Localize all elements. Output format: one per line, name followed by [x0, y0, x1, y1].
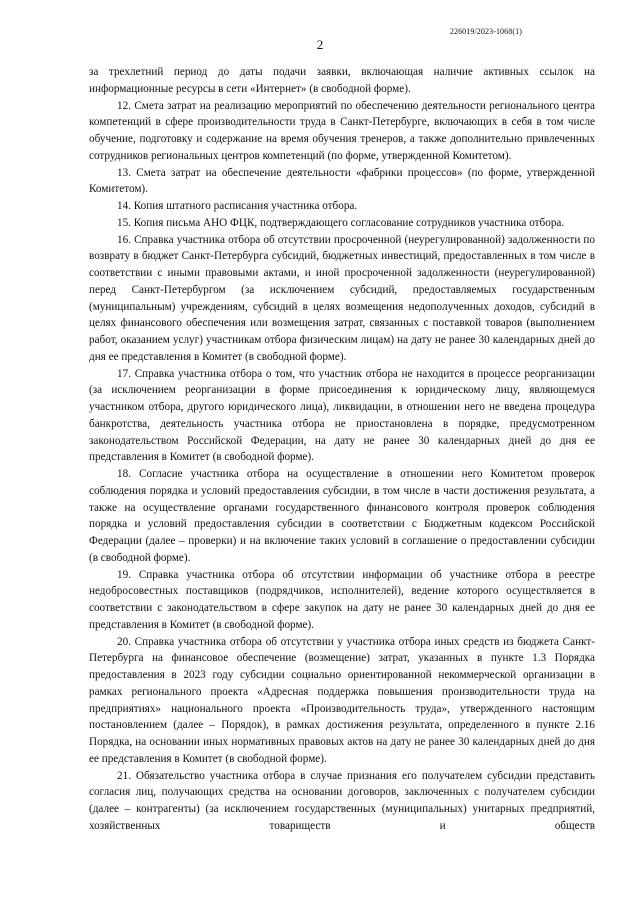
document-number: 226019/2023-1068(1): [449, 27, 522, 36]
paragraph-item-14: 14. Копия штатного расписания участника отбора.: [117, 200, 358, 212]
paragraph-continuation: за трехлетний период до даты подачи заявки, включающая наличие активных ссылок на информационные ресурсы в сети «Интернет» (в свободной форме).: [89, 66, 595, 95]
paragraph-item-13: 13. Смета затрат на обеспечение деятельности «фабрики процессов» (по форме, утвержденной Комитетом).: [89, 166, 595, 196]
page-number: 2: [316, 37, 324, 52]
paragraph-item-17: 17. Справка участника отбора о том, что участник отбора не находится в процессе реорганизации (за исключением реорганизации в форме присоединения к юридическому лицу, являющемуся участником отбора, другого юридического лица), ликвидации, в отношении него не введена процедура банкротства, деятельность участника отбора не приостановлена в порядке, предусмотренном законодательством Российской Федерации, на дату не ранее 30 календарных дней до дня ее представления в Комитет (в свободной форме).: [89, 367, 595, 464]
paragraph-item-20: 20. Справка участника отбора об отсутствии у участника отбора иных средств из бюджета Санкт-Петербурга на финансовое обеспечение (возмещение) затрат, указанных в пункте 1.3 Порядка предоставления в 2023 году субсидии социально ориентированной некоммерческой организации в рамках регионального проекта «Адресная поддержка повышения производительности труда на предприятиях» национального проекта «Производительность труда», утвержденного настоящим постановлением (далее – Порядок), в рамках достижения результата, определенного в пункте 2.16 Порядка, на основании иных нормативных правовых актов на дату не ранее 30 календарных дней до дня ее представления в Комитет (в свободной форме).: [89, 635, 595, 765]
document-body: [89, 64, 595, 835]
paragraph-item-18: 18. Согласие участника отбора на осуществление в отношении него Комитетом проверок соблюдения порядка и условий предоставления субсидии, в том числе в части достижения результата, а также на осуществление органами государственного финансового контроля проверок соблюдения порядка и условий предоставления субсидии в соответствии с Бюджетным кодексом Российской Федерации (далее – проверки) и на включение таких условий в соглашение о предоставлении субсидии (в свободной форме).: [89, 468, 595, 564]
paragraph-item-19: 19. Справка участника отбора об отсутствии информации об участнике отбора в реестре недобросовестных поставщиков (подрядчиков, исполнителей), ведение которого осуществляется в соответствии с законодательством в сфере закупок на дату не ранее 30 календарных дней до дня ее представления в Комитет (в свободной форме).: [89, 568, 595, 631]
paragraph-item-12: 12. Смета затрат на реализацию мероприятий по обеспечению деятельности регионального центра компетенций в сфере производительности труда в Санкт-Петербурге, включающих в себя в том числе обучение, подготовку и содержание на время обучения тренеров, а также дополнительно привлеченных сотрудников региональных центров компетенций (по форме, утвержденной Комитетом).: [89, 99, 595, 162]
paragraph-item-15: 15. Копия письма АНО ФЦК, подтверждающего согласование сотрудников участника отбора.: [117, 216, 565, 229]
paragraph-item-16: 16. Справка участника отбора об отсутствии просроченной (неурегулированной) задолженности по возврату в бюджет Санкт-Петербурга субсидий, бюджетных инвестиций, предоставленных в том числе в соответствии с иными правовыми актами, и иной просроченной задолженности (неурегулированной) перед Санкт-Петербургом (за исключением субсидий, предоставляемых государственным (муниципальным) учреждениям, субсидий в целях возмещения недополученных доходов, субсидий в целях финансового обеспечения или возмещения затрат, связанных с поставкой товаров (выполнением работ, оказанием услуг) участникам отбора физическим лицам) на дату не ранее 30 календарных дней до дня ее представления в Комитет (в свободной форме).: [89, 233, 595, 363]
paragraph-item-21: 21. Обязательство участника отбора в случае признания его получателем субсидии представить согласия лиц, получающих средства на основании договоров, заключенных с получателем субсидии (далее – контрагенты) (за исключением государственных (муниципальных) унитарных предприятий, хозяйственных товариществ и обществ: [89, 769, 595, 832]
